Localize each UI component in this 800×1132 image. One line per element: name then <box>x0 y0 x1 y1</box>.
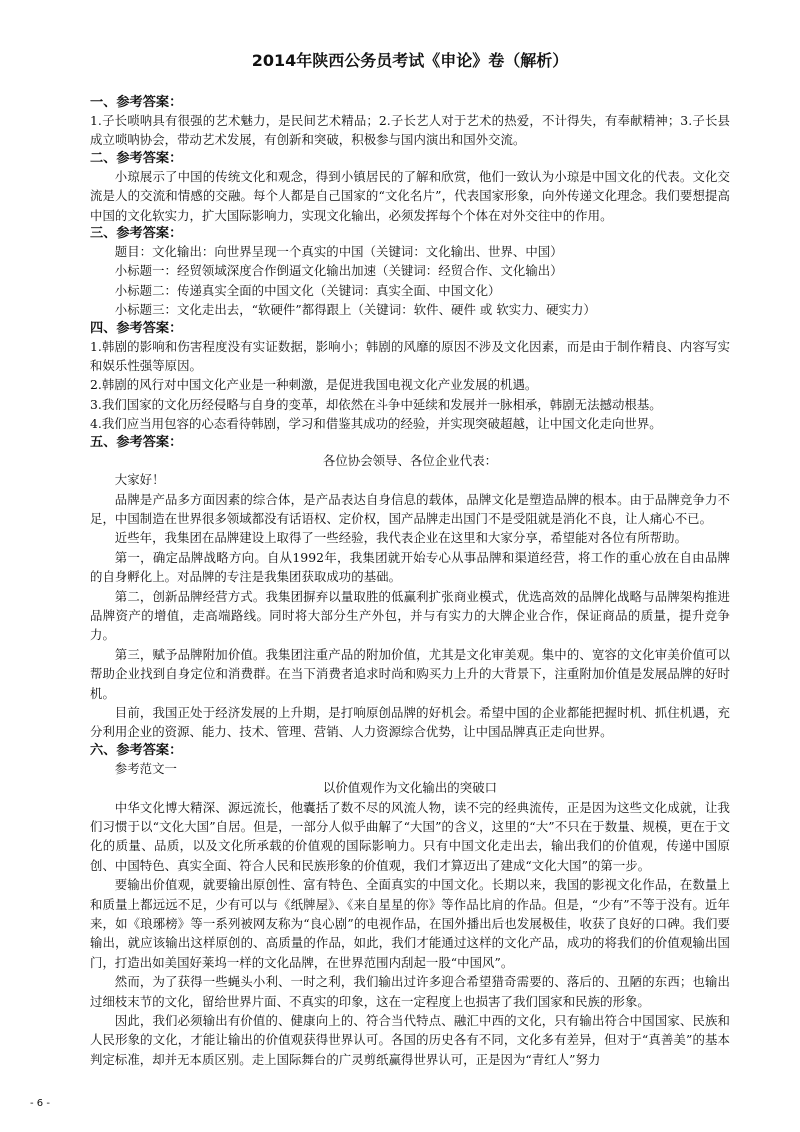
speech-paragraph-1: 品牌是产品多方面因素的综合体，是产品表达自身信息的载体，品牌文化是塑造品牌的根本。由于品牌竞争力不足，中国制造在世界很多领域都没有话语权、定价权，国产品牌走出国门不是受阻就是消化不良，让人痛心不已。 <box>90 491 730 526</box>
section-3-subtitle-1: 小标题一：经贸领域深度合作倒逼文化输出加速（关键词：经贸合作、文化输出） <box>114 263 563 279</box>
speech-paragraph-2: 近些年，我集团在品牌建设上取得了一些经验，我代表企业在这里和大家分享，希望能对各位有所帮助。 <box>114 530 688 546</box>
section-5 <box>90 434 730 742</box>
section-1-text: 1.子长唢呐具有很强的艺术魅力，是民间艺术精品；2.子长艺人对于艺术的热爱，不计得失，有奉献精神；3.子长县成立唢呐协会，带动艺术发展，有创新和突破，积极参与国内演出和国外交流。 <box>90 113 730 148</box>
page-number: - 6 - <box>30 1098 50 1109</box>
section-3-title-line: 题目：文化输出：向世界呈现一个真实的中国（关键词：文化输出、世界、中国） <box>114 244 563 260</box>
section-2-heading: 二、参考答案： <box>90 150 183 166</box>
section-4-item-2: 2.韩剧的风行对中国文化产业是一种刺激，是促进我国电视文化产业发展的机遇。 <box>90 377 538 393</box>
speech-salutation: 各位协会领导、各位企业代表： <box>322 452 498 468</box>
section-4-item-3: 3.我们国家的文化历经侵略与自身的变革，却依然在斗争中延续和发展并一脉相承，韩剧无法撼动根基。 <box>90 396 662 412</box>
speech-greeting: 大家好！ <box>114 472 165 488</box>
document-page <box>90 50 730 1069</box>
section-1-heading: 一、参考答案： <box>90 95 183 110</box>
section-3-subtitle-3: 小标题三：文化走出去，“软硬件”都得跟上（关键词：软件、硬件 或 软实力、硬实力） <box>114 302 596 318</box>
essay-paragraph-4: 因此，我们必须输出有价值的、健康向上的、符合当代特点、融汇中西的文化，只有输出符合中国国家、民族和人民形象的文化，才能让输出的价值观获得世界认可。各国的历史各有不同，文化多有差异，但对于“真善美”的基本判定标准，却并无本质区别。走上国际舞台的广灵剪纸赢得世界认可，正是因为“青红人”努力 <box>90 1013 730 1067</box>
essay-paragraph-2: 要输出价值观，就要输出原创性、富有特色、全面真实的中国文化。长期以来，我国的影视文化作品，在数量上和质量上都远远不足，少有可以与《纸牌屋》、《来自星星的你》等作品比肩的作品。但是，“少有”不等于没有。近年来，如《琅琊榜》等一系列被网友称为“良心剧”的电视作品，在国外播出后也发展极佳，收获了良好的口碑。我们要输出，就应该输出这样原创的、高质量的作品，如此，我们才能通过这样的文化产品，成功的将我们的价值观输出国门，打造出如美国好莱坞一样的文化品牌，在世界范围内刮起一股“中国风”。 <box>90 877 730 970</box>
essay-paragraph-3: 然而，为了获得一些蝇头小利、一时之利，我们输出过许多迎合希望猎奇需要的、落后的、丑陋的东西；也输出过细枝末节的文化，留给世界片面、不真实的印象，这在一定程度上也损害了我们国家和民族的形象。 <box>90 974 730 1009</box>
speech-paragraph-4: 第二，创新品牌经营方式。我集团摒弃以量取胜的低赢利扩张商业模式，优选高效的品牌化战略与品牌架构推进品牌资产的增值，走高端路线。同时将大部分生产外包，并与有实力的大牌企业合作，保证商品的质量，提升竞争力。 <box>90 588 730 643</box>
section-3-heading: 三、参考答案： <box>90 226 183 242</box>
section-2 <box>90 150 730 225</box>
speech-paragraph-6: 目前，我国正处于经济发展的上升期，是打响原创品牌的好机会。希望中国的企业都能把握时机、抓住机遇，充分利用企业的资源、能力、技术、管理、营销、人力资源综合优势，让中国品牌真正走向世界。 <box>90 704 730 740</box>
section-5-heading: 五、参考答案： <box>90 434 183 450</box>
speech-paragraph-3: 第一，确定品牌战略方向。自从1992年，我集团就开始专心从事品牌和渠道经营，将工作的重心放在自由品牌的自身孵化上。对品牌的专注是我集团获取成功的基础。 <box>90 549 730 585</box>
sample-essay-label: 参考范文一 <box>114 760 177 776</box>
section-4-heading: 四、参考答案： <box>90 320 183 336</box>
section-4-item-1: 1.韩剧的影响和伤害程度没有实证数据，影响小；韩剧的风靡的原因不涉及文化因素，而是由于制作精良、内容写实和娱乐性强等原因。 <box>90 338 730 374</box>
section-6 <box>90 742 730 1070</box>
section-3-subtitle-2: 小标题二：传递真实全面的中国文化（关键词：真实全面、中国文化） <box>114 282 501 298</box>
speech-paragraph-5: 第三，赋予品牌附加价值。我集团注重产品的附加价值，尤其是文化审美观。集中的、宽容的文化审美价值可以帮助企业找到自身定位和消费群。在当下消费者追求时尚和购买力上升的大背景下，注重附加价值是发展品牌的好时机。 <box>90 646 730 701</box>
section-4-item-4: 4.我们应当用包容的心态看待韩剧，学习和借鉴其成功的经验，并实现突破超越，让中国文化走向世界。 <box>90 416 662 432</box>
essay-title: 以价值观作为文化输出的突破口 <box>322 780 498 796</box>
section-3 <box>90 225 730 320</box>
document-title: 2014年陕西公务员考试《申论》卷（解析） <box>251 51 569 70</box>
section-1 <box>90 94 730 150</box>
section-4 <box>90 320 730 434</box>
section-6-heading: 六、参考答案： <box>90 742 183 758</box>
section-2-text: 小琼展示了中国的传统文化和观念，得到小镇居民的了解和欣赏，他们一致认为小琼是中国文化的代表。文化交流是人的交流和情感的交融。每个人都是自己国家的“文化名片”，代表国家形象，向外传递文化理念。我们要想提高中国的文化软实力，扩大国际影响力，实现文化输出，必须发挥每个个体在对外交往中的作用。 <box>90 168 730 223</box>
essay-paragraph-1: 中华文化博大精深、源远流长，他囊括了数不尽的风流人物，读不完的经典流传，正是因为这些文化成就，让我们习惯于以“文化大国”自居。但是，一部分人似乎曲解了“大国”的含义，这里的“大”不只在于数量、规模，更在于文化的质量、品质，以及文化所承载的价值观的国际影响力。只有中国文化走出去，输出我们的价值观，传递中国原创、中国特色、真实全面、符合人民和民族形象的价值观，我们才算迈出了建成“文化大国”的第一步。 <box>90 799 730 873</box>
